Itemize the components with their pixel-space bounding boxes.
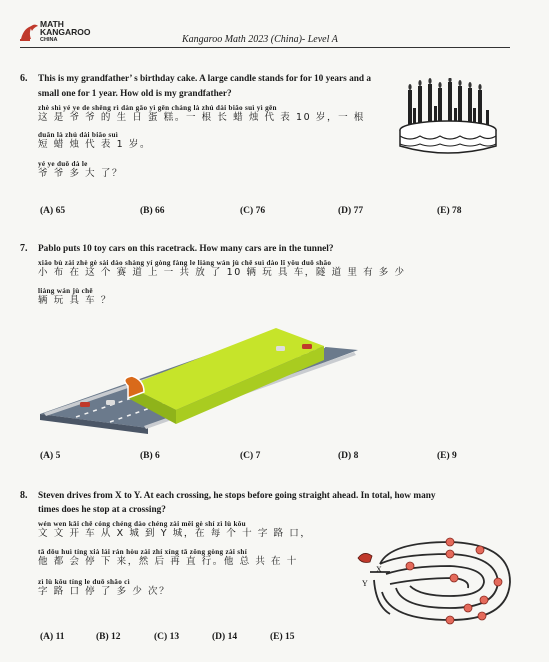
question-6-option-b[interactable]: (B) 66 bbox=[140, 206, 165, 216]
question-8-chinese-line3: 字 路 口 停 了 多 少 次？ bbox=[38, 586, 171, 597]
question-7-chinese-line2: 辆 玩 具 车 ？ bbox=[38, 295, 112, 306]
question-8-pinyin-line2: tā dōu huì tíng xià lái rán hòu zài zhí xíng tā zǒng gòng zài shí bbox=[38, 548, 248, 556]
crossing-markers bbox=[406, 538, 502, 624]
car-icon bbox=[358, 553, 372, 562]
question-8-option-c[interactable]: (C) 13 bbox=[154, 632, 180, 642]
question-7-option-d[interactable]: (D) 8 bbox=[338, 451, 359, 461]
question-8-chinese-line1: 文 文 开 车 从 X 城 到 Y 城，在 每 个 十 字 路 口， bbox=[38, 528, 312, 539]
logo bbox=[18, 18, 108, 46]
question-6-pinyin-line1: zhè shì yé ye de shēng rì dàn gāo yì gēn cháng là zhú dài biǎo suì yì gēn bbox=[38, 104, 277, 112]
label-y: Y bbox=[362, 579, 368, 588]
kangaroo-logo-icon bbox=[18, 21, 40, 43]
question-6-text-line1: This is my grandfather’ s birthday cake. A large candle stands for for 10 years and a bbox=[38, 74, 372, 84]
question-6-pinyin-line3: yé ye duō dà le bbox=[38, 160, 88, 168]
question-8-text-line1: Steven drives from X to Y. At each crossing, he stops before going straight ahead. In total, how many bbox=[38, 491, 436, 501]
question-7-text-line1: Pablo puts 10 toy cars on this racetrack. How many cars are in the tunnel? bbox=[38, 244, 334, 254]
question-8-chinese-line2: 他 都 会 停 下 来，然 后 再 直 行。他 总 共 在 十 bbox=[38, 556, 298, 567]
question-6-option-a[interactable]: (A) 65 bbox=[40, 206, 66, 216]
question-7-option-c[interactable]: (C) 7 bbox=[240, 451, 261, 461]
question-6-pinyin-line2: duǎn là zhú dài biǎo suì bbox=[38, 131, 119, 139]
question-7-number: 7. bbox=[20, 243, 28, 254]
question-8-pinyin-line3: zì lù kǒu tíng le duō shǎo cì bbox=[38, 578, 130, 586]
question-6-text-line2: small one for 1 year. How old is my grandfather? bbox=[38, 89, 232, 99]
question-6-option-c[interactable]: (C) 76 bbox=[240, 206, 266, 216]
logo-line-kangaroo: KANGAROO bbox=[40, 27, 91, 37]
question-8-option-b[interactable]: (B) 12 bbox=[96, 632, 121, 642]
question-7-pinyin-line2: liàng wán jù chē bbox=[38, 287, 93, 295]
label-x: X bbox=[376, 565, 382, 574]
logo-line-china: CHINA bbox=[40, 37, 58, 43]
question-7-pinyin-line1: xiǎo bù zài zhè gè sài dào shàng yí gòng fàng le liàng wán jù chē suì dào lǐ yǒu duō shǎo bbox=[38, 259, 332, 267]
question-8-pinyin-line1: wén wen kāi chē cóng chéng dào chéng zài měi gè shí zì lù kǒu bbox=[38, 520, 246, 528]
question-6-option-e[interactable]: (E) 78 bbox=[437, 206, 462, 216]
question-7-option-e[interactable]: (E) 9 bbox=[437, 451, 457, 461]
question-8-number: 8. bbox=[20, 490, 28, 501]
question-6-number: 6. bbox=[20, 73, 28, 84]
question-7-option-b[interactable]: (B) 6 bbox=[140, 451, 160, 461]
header-rule bbox=[20, 47, 510, 48]
racetrack-tunnel-figure bbox=[40, 322, 370, 440]
question-8-text-line2: times does he stop at a crossing? bbox=[38, 505, 166, 515]
birthday-cake-figure bbox=[396, 78, 508, 158]
road-map-figure bbox=[350, 536, 520, 626]
question-8-option-e[interactable]: (E) 15 bbox=[270, 632, 295, 642]
question-7-option-a[interactable]: (A) 5 bbox=[40, 451, 61, 461]
question-6-chinese-line1: 这 是 爷 爷 的 生 日 蛋 糕。一 根 长 蜡 烛 代 表 10 岁，一 根 bbox=[38, 112, 365, 123]
question-8-option-d[interactable]: (D) 14 bbox=[212, 632, 238, 642]
question-6-chinese-line3: 爷 爷 多 大 了？ bbox=[38, 168, 124, 179]
question-6-option-d[interactable]: (D) 77 bbox=[338, 206, 364, 216]
question-6-chinese-line2: 短 蜡 烛 代 表 1 岁。 bbox=[38, 139, 152, 150]
question-8-option-a[interactable]: (A) 11 bbox=[40, 632, 65, 642]
question-7-chinese-line1: 小 布 在 这 个 赛 道 上 一 共 放 了 10 辆 玩 具 车，隧 道 里 有 多 少 bbox=[38, 267, 406, 278]
logo-line-math: MATH bbox=[40, 19, 64, 29]
contest-title: Kangaroo Math 2023 (China)- Level A bbox=[182, 34, 338, 45]
